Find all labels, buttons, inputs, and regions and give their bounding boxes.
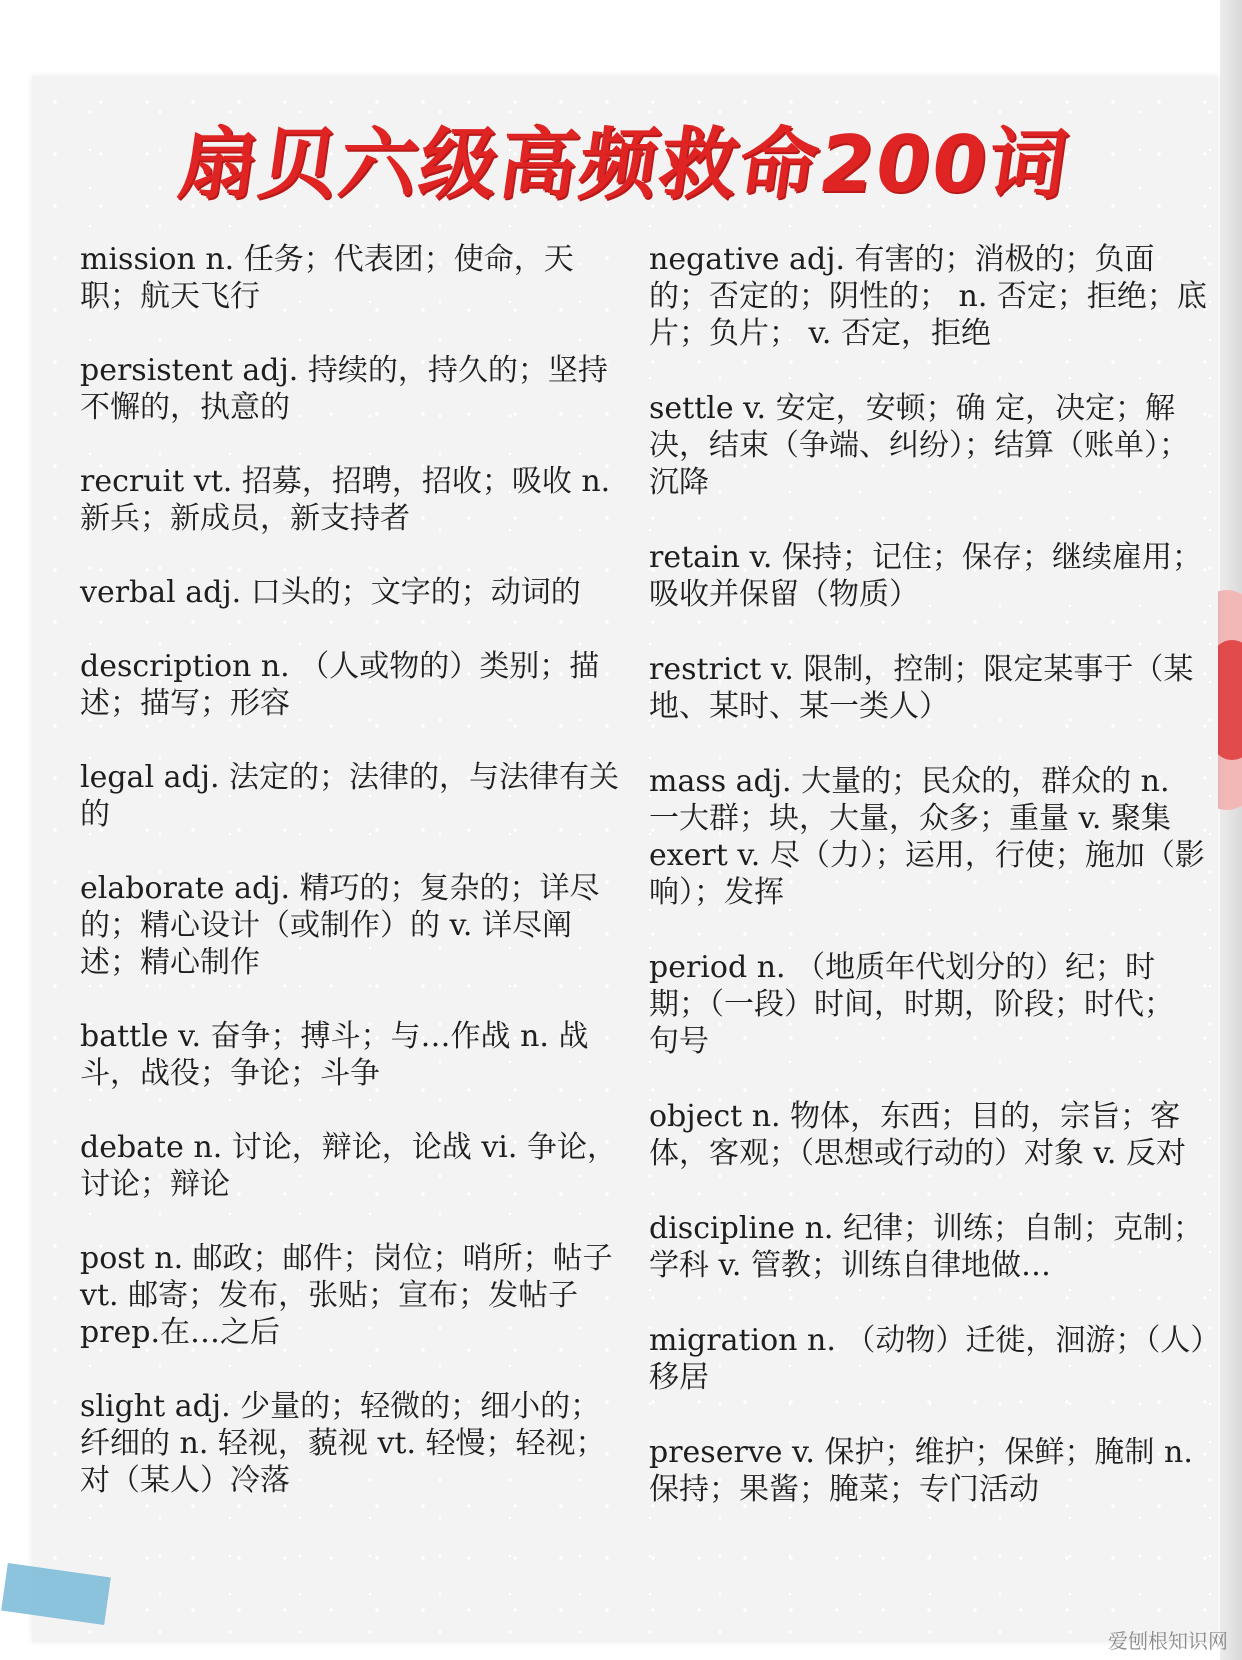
vocab-entry: persistent adj. 持续的，持久的；坚持不懈的，执意的 bbox=[80, 353, 608, 425]
vocab-entry: post n. 邮政；邮件；岗位；哨所；帖子 vt. 邮寄；发布，张贴；宣布；发帖子 prep.在…之后 bbox=[80, 1241, 613, 1350]
vocab-entry: recruit vt. 招募，招聘，招收；吸收 n. 新兵；新成员，新支持者 bbox=[80, 464, 611, 536]
vocab-card bbox=[32, 76, 1218, 1642]
vocab-entry: mass adj. 大量的；民众的，群众的 n. 一大群；块，大量，众多；重量 v. 聚集exert v. 尽（力）；运用，行使；施加（影响）；发挥 bbox=[649, 764, 1205, 910]
vocab-entry: discipline n. 纪律；训练；自制；克制；学科 v. 管教；训练自律地做… bbox=[649, 1211, 1203, 1283]
vocab-entry: settle v. 安定，安顿；确 定，决定；解决，结束（争端、纠纷）；结算（账单）；沉降 bbox=[649, 391, 1189, 500]
vocab-entry: migration n. （动物）迁徙，洄游；（人）移居 bbox=[649, 1323, 1206, 1395]
vocab-entry: object n. 物体，东西；目的，宗旨；客体，客观；（思想或行动的）对象 v. 反对 bbox=[649, 1099, 1186, 1171]
vocab-entry: period n. （地质年代划分的）纪；时期；（一段）时间，时期，阶段；时代； 句号 bbox=[649, 950, 1174, 1059]
page-title: 扇贝六级高频救命200词 bbox=[173, 120, 1075, 210]
vocab-entry: elaborate adj. 精巧的；复杂的；详尽的；精心设计（或制作）的 v. 详尽阐述；精心制作 bbox=[80, 871, 600, 980]
vocab-entry: negative adj. 有害的；消极的；负面的；否定的；阴性的； n. 否定；拒绝；底片；负片； v. 否定，拒绝 bbox=[649, 242, 1207, 351]
watermark: 爱刨根知识网 bbox=[1108, 1629, 1228, 1653]
vocab-entry: restrict v. 限制，控制；限定某事于（某地、某时、某一类人） bbox=[649, 652, 1194, 724]
vocab-entry: battle v. 奋争；搏斗；与…作战 n. 战斗，战役；争论；斗争 bbox=[80, 1019, 589, 1091]
vocab-entry: mission n. 任务；代表团；使命，天职；航天飞行 bbox=[80, 242, 574, 314]
vocab-entry: legal adj. 法定的；法律的，与法律有关的 bbox=[80, 760, 620, 832]
vocab-entry: verbal adj. 口头的；文字的；动词的 bbox=[80, 575, 581, 610]
vocab-entry: retain v. 保持；记住；保存；继续雇用；吸收并保留（物质） bbox=[649, 540, 1202, 612]
vocab-entry: debate n. 讨论，辩论，论战 vi. 争论，讨论；辩论 bbox=[80, 1130, 617, 1202]
vocab-entry: description n. （人或物的）类别；描述；描写；形容 bbox=[80, 649, 600, 721]
right-column bbox=[649, 241, 1209, 1546]
left-column bbox=[80, 241, 620, 1536]
vocab-entry: preserve v. 保护；维护；保鲜；腌制 n. 保持；果酱；腌菜；专门活动 bbox=[649, 1435, 1193, 1507]
side-shadow bbox=[1220, 0, 1242, 1660]
vocab-entry: slight adj. 少量的；轻微的；细小的；纤细的 n. 轻视，藐视 vt. 轻慢；轻视；对（某人）冷落 bbox=[80, 1389, 606, 1498]
